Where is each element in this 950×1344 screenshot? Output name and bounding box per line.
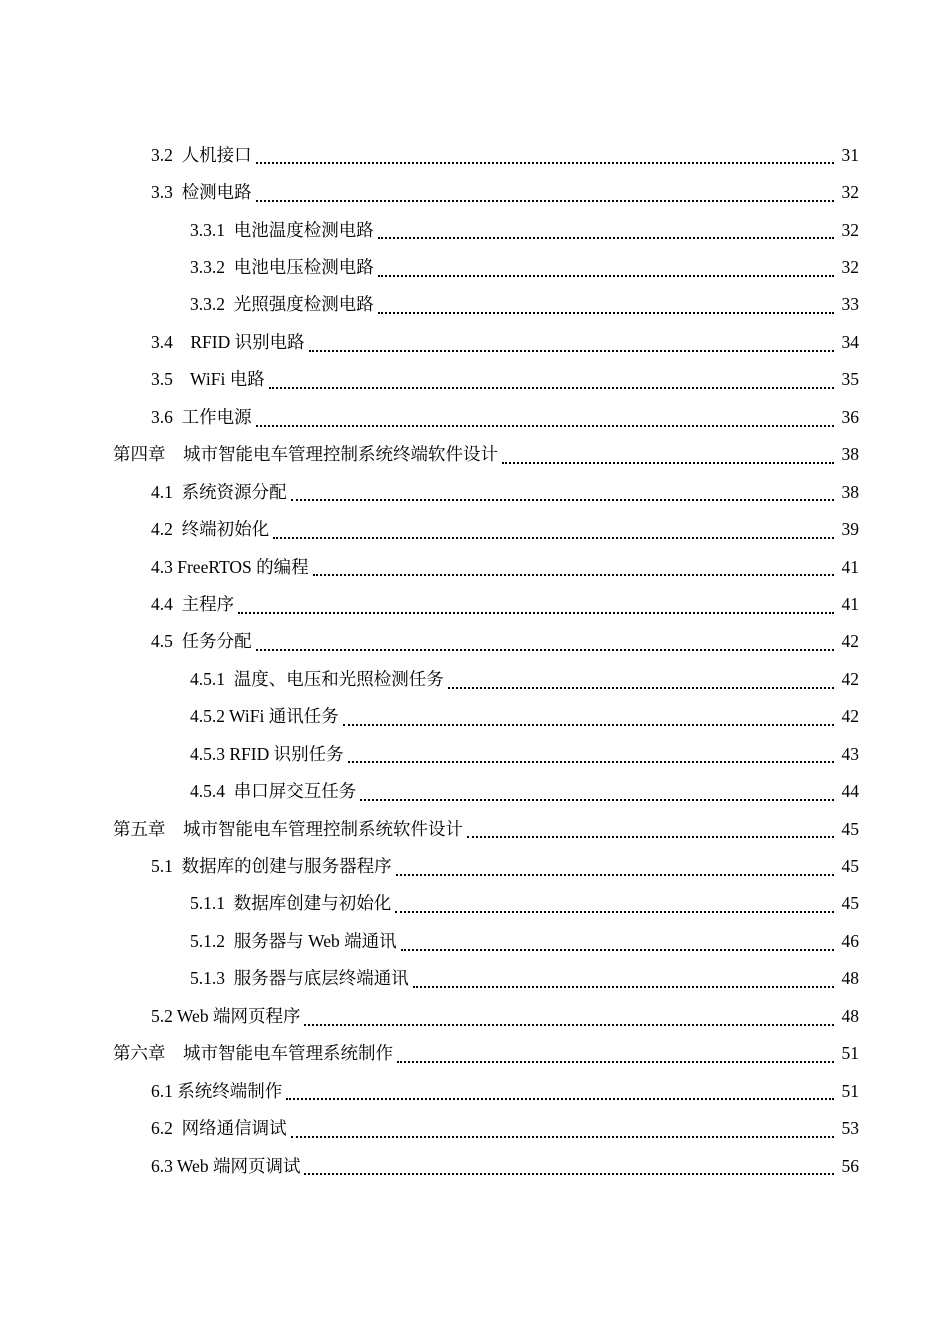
toc-entry-page-number: 34 [841, 331, 859, 352]
dot-leader [413, 985, 834, 988]
toc-entry-title: 5.1.1 数据库创建与初始化 [190, 893, 392, 914]
toc-entry-title: 4.5.3 RFID 识别任务 [190, 743, 344, 764]
toc-entry[interactable] [0, 361, 950, 398]
toc-entry-title: 4.2 终端初始化 [151, 519, 270, 540]
toc-entry-page-number: 38 [841, 481, 859, 502]
toc-entry-title: 4.5 任务分配 [151, 631, 252, 652]
toc-entry-title: 3.2 人机接口 [151, 144, 252, 165]
dot-leader [378, 236, 834, 239]
toc-entry-page-number: 46 [841, 930, 859, 951]
toc-entry[interactable] [0, 922, 950, 959]
dot-leader [378, 311, 834, 314]
toc-entry[interactable] [0, 810, 950, 847]
toc-entry-page-number: 41 [841, 556, 859, 577]
toc-entry[interactable] [0, 436, 950, 473]
toc-entry-page-number: 33 [841, 294, 859, 315]
toc-entry[interactable] [0, 585, 950, 622]
dot-leader [309, 349, 834, 352]
toc-entry-page-number: 44 [841, 781, 859, 802]
toc-entry[interactable] [0, 698, 950, 735]
toc-entry-title: 5.1.3 服务器与底层终端通讯 [190, 968, 409, 989]
toc-entry[interactable] [0, 997, 950, 1034]
toc-entry-title: 4.5.2 WiFi 通讯任务 [190, 706, 339, 727]
dot-leader [256, 199, 834, 202]
toc-entry-page-number: 43 [841, 743, 859, 764]
dot-leader [273, 536, 834, 539]
toc-entry-title: 6.2 网络通信调试 [151, 1118, 287, 1139]
toc-entry[interactable] [0, 660, 950, 697]
toc-entry-page-number: 42 [841, 706, 859, 727]
toc-entry-title: 3.3.2 光照强度检测电路 [190, 294, 374, 315]
toc-entry-page-number: 51 [841, 1043, 859, 1064]
toc-entry-page-number: 32 [841, 257, 859, 278]
toc-entry[interactable] [0, 286, 950, 323]
toc-entry-title: 5.1.2 服务器与 Web 端通讯 [190, 930, 397, 951]
toc-entry-page-number: 38 [841, 444, 859, 465]
dot-leader [378, 274, 834, 277]
dot-leader [291, 498, 834, 501]
dot-leader [256, 648, 834, 651]
dot-leader [348, 760, 834, 763]
toc-entry-page-number: 32 [841, 182, 859, 203]
toc-entry[interactable] [0, 211, 950, 248]
toc-entry[interactable] [0, 398, 950, 435]
table-of-contents [0, 136, 950, 1184]
dot-leader [401, 948, 834, 951]
toc-entry-title: 3.3.2 电池电压检测电路 [190, 257, 374, 278]
toc-entry[interactable] [0, 960, 950, 997]
toc-entry-page-number: 45 [841, 856, 859, 877]
dot-leader [343, 723, 834, 726]
toc-entry-title: 第四章 城市智能电车管理控制系统终端软件设计 [113, 444, 498, 465]
dot-leader [304, 1023, 834, 1026]
toc-entry[interactable] [0, 885, 950, 922]
toc-entry-page-number: 39 [841, 519, 859, 540]
toc-entry-title: 6.3 Web 端网页调试 [151, 1155, 301, 1176]
toc-entry-page-number: 36 [841, 406, 859, 427]
dot-leader [397, 1060, 834, 1063]
toc-entry-page-number: 31 [841, 144, 859, 165]
toc-entry[interactable] [0, 1035, 950, 1072]
dot-leader [238, 611, 834, 614]
toc-entry[interactable] [0, 735, 950, 772]
toc-entry-title: 3.3 检测电路 [151, 182, 252, 203]
dot-leader [256, 424, 834, 427]
toc-entry-title: 4.1 系统资源分配 [151, 481, 287, 502]
toc-entry-title: 5.2 Web 端网页程序 [151, 1005, 301, 1026]
dot-leader [360, 798, 834, 801]
toc-entry-page-number: 35 [841, 369, 859, 390]
toc-entry[interactable] [0, 1147, 950, 1184]
toc-entry-page-number: 53 [841, 1118, 859, 1139]
toc-entry[interactable] [0, 847, 950, 884]
dot-leader [502, 461, 834, 464]
toc-entry[interactable] [0, 473, 950, 510]
toc-entry-title: 4.5.4 串口屏交互任务 [190, 781, 357, 802]
dot-leader [269, 386, 834, 389]
dot-leader [396, 873, 834, 876]
toc-entry[interactable] [0, 623, 950, 660]
toc-entry[interactable] [0, 323, 950, 360]
dot-leader [395, 910, 834, 913]
toc-entry-title: 第五章 城市智能电车管理控制系统软件设计 [113, 818, 463, 839]
toc-entry-title: 5.1 数据库的创建与服务器程序 [151, 856, 392, 877]
toc-entry[interactable] [0, 772, 950, 809]
toc-entry-title: 3.5 WiFi 电路 [151, 369, 265, 390]
toc-entry-page-number: 56 [841, 1155, 859, 1176]
dot-leader [304, 1172, 834, 1175]
dot-leader [256, 161, 834, 164]
dot-leader [291, 1135, 834, 1138]
toc-entry-page-number: 45 [841, 893, 859, 914]
toc-entry[interactable] [0, 173, 950, 210]
toc-entry[interactable] [0, 1109, 950, 1146]
toc-entry-page-number: 42 [841, 668, 859, 689]
toc-entry-title: 4.4 主程序 [151, 593, 235, 614]
toc-entry-title: 4.3 FreeRTOS 的编程 [151, 556, 309, 577]
toc-entry-title: 3.4 RFID 识别电路 [151, 331, 305, 352]
toc-entry-page-number: 32 [841, 219, 859, 240]
toc-entry-page-number: 48 [841, 968, 859, 989]
toc-entry[interactable] [0, 136, 950, 173]
toc-entry-title: 第六章 城市智能电车管理系统制作 [113, 1043, 393, 1064]
toc-entry-page-number: 42 [841, 631, 859, 652]
toc-entry-title: 4.5.1 温度、电压和光照检测任务 [190, 668, 444, 689]
dot-leader [467, 835, 834, 838]
toc-entry-page-number: 51 [841, 1080, 859, 1101]
toc-entry[interactable] [0, 510, 950, 547]
dot-leader [448, 686, 834, 689]
toc-entry[interactable] [0, 548, 950, 585]
toc-entry-title: 6.1 系统终端制作 [151, 1080, 283, 1101]
toc-entry-page-number: 41 [841, 593, 859, 614]
toc-entry[interactable] [0, 1072, 950, 1109]
dot-leader [286, 1097, 834, 1100]
toc-entry-page-number: 45 [841, 818, 859, 839]
toc-entry-title: 3.3.1 电池温度检测电路 [190, 219, 374, 240]
toc-entry[interactable] [0, 248, 950, 285]
dot-leader [313, 573, 834, 576]
toc-entry-title: 3.6 工作电源 [151, 406, 252, 427]
toc-entry-page-number: 48 [841, 1005, 859, 1026]
